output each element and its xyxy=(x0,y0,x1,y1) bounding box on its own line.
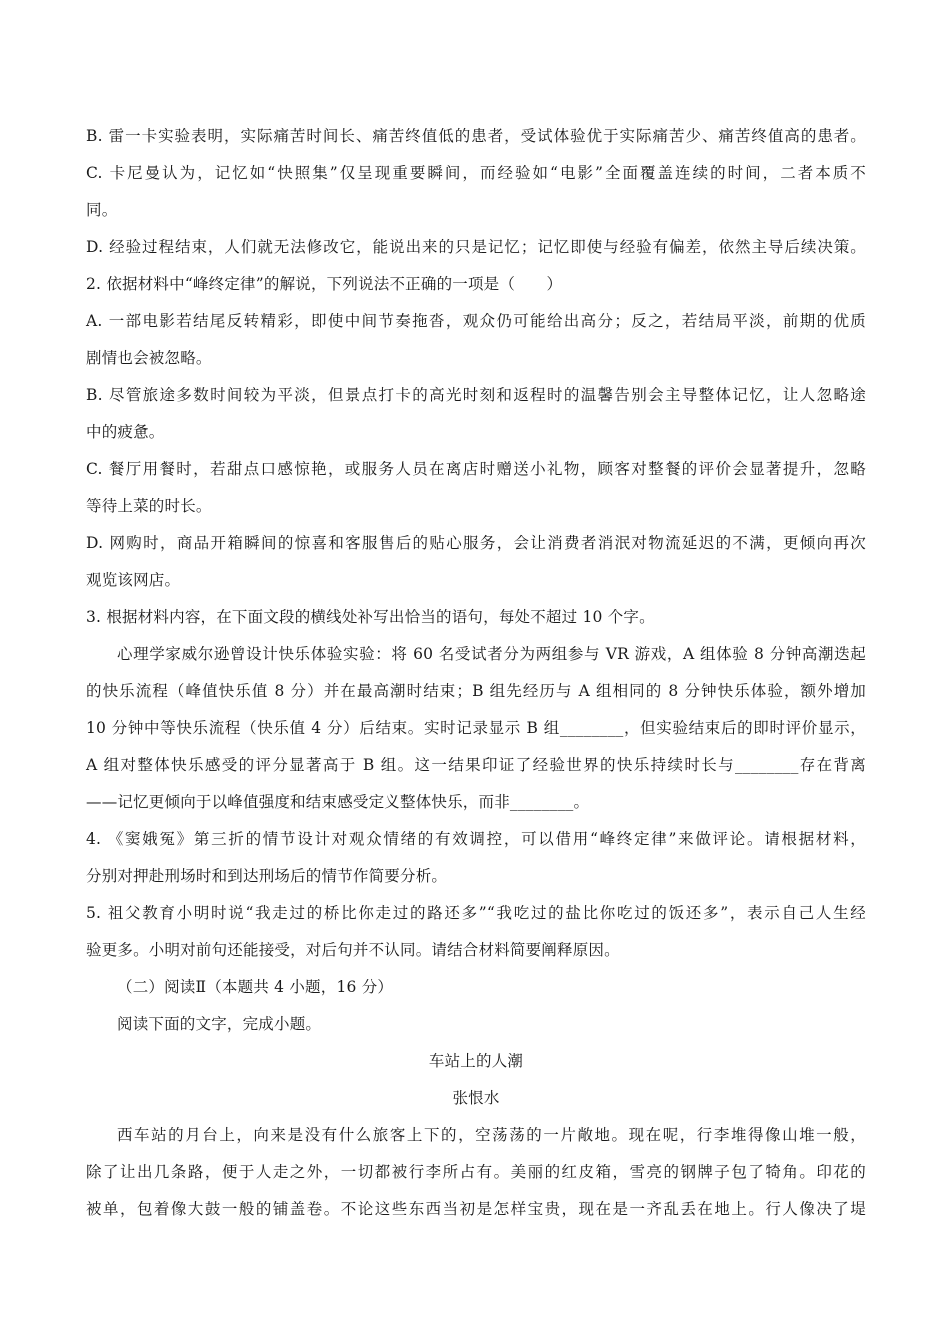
text-line: 心理学家威尔逊曾设计快乐体验实验：将 60 名受试者分为两组参与 VR 游戏，A 组体验 8 分钟高潮迭起 xyxy=(117,645,866,663)
text-line: 10 分钟中等快乐流程（快乐值 4 分）后结束。实时记录显示 B 组________，但实验结束后的即时评价显示， xyxy=(86,719,866,737)
article-author: 张恨水 xyxy=(452,1089,500,1107)
document-page xyxy=(86,118,866,1228)
text-line: 分别对押赴刑场时和到达刑场后的情节作简要分析。 xyxy=(86,867,448,885)
text-line: 剧情也会被忽略。 xyxy=(86,349,212,367)
text-line: ——记忆更倾向于以峰值强度和结束感受定义整体快乐，而非________。 xyxy=(86,793,590,811)
text-line: B. 雷一卡实验表明，实际痛苦时间长、痛苦终值低的患者，受试体验优于实际痛苦少、痛苦终值高的患者。 xyxy=(86,127,866,145)
text-line: 中的疲惫。 xyxy=(86,423,165,441)
text-line: 的快乐流程（峰值快乐值 8 分）并在最高潮时结束；B 组先经历与 A 组相同的 8 分钟快乐体验，额外增加 xyxy=(86,682,866,700)
text-line: B. 尽管旅途多数时间较为平淡，但景点打卡的高光时刻和返程时的温馨告别会主导整体记忆，让人忽略途 xyxy=(86,386,866,404)
question-4-stem: 4. 《窦娥冤》第三折的情节设计对观众情绪的有效调控，可以借用“峰终定律”来做评论。请根据材料， xyxy=(86,830,866,848)
article-title: 车站上的人潮 xyxy=(428,1052,524,1070)
text-line: 验更多。小明对前句还能接受，对后句并不认同。请结合材料简要阐释原因。 xyxy=(86,941,620,959)
question-5-stem: 5. 祖父教育小明时说“我走过的桥比你走过的路还多”“我吃过的盐比你吃过的饭还多”，表示自己人生经 xyxy=(86,904,866,922)
question-3-stem: 3. 根据材料内容，在下面文段的横线处补写出恰当的语句，每处不超过 10 个字。 xyxy=(86,608,655,626)
text-line: 西车站的月台上，向来是没有什么旅客上下的，空荡荡的一片敞地。现在呢，行李堆得像山堆一般， xyxy=(117,1126,866,1144)
text-line: 同。 xyxy=(86,201,118,219)
question-2-stem: 2. 依据材料中“峰终定律”的解说，下列说法不正确的一项是（ ） xyxy=(86,275,563,293)
text-line: D. 网购时，商品开箱瞬间的惊喜和客服售后的贴心服务，会让消费者消泯对物流延迟的不满，更倾向再次 xyxy=(86,534,866,552)
text-line: A 组对整体快乐感受的评分显著高于 B 组。这一结果印证了经验世界的快乐持续时长与________存在背离 xyxy=(86,756,866,774)
text-line: A. 一部电影若结尾反转精彩，即使中间节奏拖沓，观众仍可能给出高分；反之，若结局平淡，前期的优质 xyxy=(86,312,866,330)
instruction-text: 阅读下面的文字，完成小题。 xyxy=(117,1015,322,1033)
text-line: C. 卡尼曼认为，记忆如“快照集”仅呈现重要瞬间，而经验如“电影”全面覆盖连续的时间，二者本质不 xyxy=(86,164,866,182)
text-line: 被单，包着像大鼓一般的铺盖卷。不论这些东西当初是怎样宝贵，现在是一齐乱丢在地上。行人像决了堤 xyxy=(86,1200,866,1218)
text-line: 除了让出几条路，便于人走之外，一切都被行李所占有。美丽的红皮箱，雪亮的钢牌子包了犄角。印花的 xyxy=(86,1163,866,1181)
text-line: 等待上菜的时长。 xyxy=(86,497,212,515)
section-heading: （二）阅读Ⅱ（本题共 4 小题，16 分） xyxy=(117,978,394,996)
text-line: 观览该网店。 xyxy=(86,571,181,589)
text-line: C. 餐厅用餐时，若甜点口感惊艳，或服务人员在离店时赠送小礼物，顾客对整餐的评价会显著提升，忽略 xyxy=(86,460,866,478)
text-line: D. 经验过程结束，人们就无法修改它，能说出来的只是记忆；记忆即使与经验有偏差，依然主导后续决策。 xyxy=(86,238,866,256)
